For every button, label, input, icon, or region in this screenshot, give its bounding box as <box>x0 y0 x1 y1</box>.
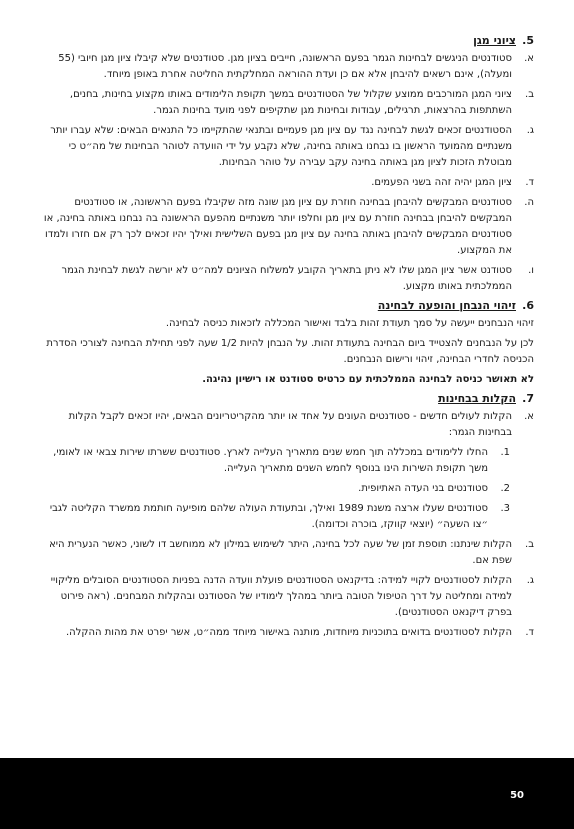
page-number: 50 <box>510 790 524 801</box>
item-text: הקלות לעולים חדשים - סטודנטים העונים על אחד או יותר מהקריטריונים הבאים, יהיו זכאים לקבל הקלות בבחינות הגמר: <box>68 411 512 438</box>
item-label: א. <box>524 411 534 422</box>
list-item <box>40 51 534 83</box>
item-label: 1. <box>500 447 510 458</box>
item-label: ה. <box>524 197 534 208</box>
item-text: הסטודנטים זכאים לגשת לבחינה נגד עם ציון מגן פעמיים ובתנאי שהתקיימו כל התנאים הבאים: שלא עברו יותר משנתיים מהמועד הראשון בו נבחנו באותה בחינה, שלא נקבע על ידי הוועדה לטוהר הבחינות של מה״ט כי מבוטלת הזכות לציון מגן באותה בחינה עקב עבירה על טוהר הבחינות. <box>50 125 512 168</box>
list-item <box>40 445 510 477</box>
paragraph: לכן על הנבחנים להצטייד ביום הבחינה בתעודת זהות. על הנבחן להיות 1/2 שעה לפני תחילת הבחינה לצורכי הסדרת הכניסה לחדרי הבחינה, זיהוי ורישום הנבחנים. <box>46 338 534 365</box>
section-heading <box>40 34 534 47</box>
section-number: 5. <box>522 34 534 47</box>
item-label: ד. <box>525 627 534 638</box>
section-heading <box>40 299 534 312</box>
paragraph: זיהוי הנבחנים ייעשה על סמך תעודת זהות בלבד ואישור המכללה לזכאות כניסה לבחינה. <box>165 318 534 329</box>
list-item <box>40 263 534 295</box>
item-label: ג. <box>526 125 534 136</box>
item-label: ד. <box>525 177 534 188</box>
list-item <box>40 537 534 569</box>
item-text: ציון המגן יהיה זהה בשני הפעמים. <box>371 177 512 188</box>
item-label: 3. <box>500 503 510 514</box>
list-item <box>40 195 534 259</box>
item-label: ב. <box>525 539 534 550</box>
item-label: 2. <box>500 483 510 494</box>
item-text: סטודנטים בני העדה האתיופית. <box>358 483 488 494</box>
page-footer <box>0 758 574 829</box>
list-item <box>40 501 510 533</box>
list-item <box>40 625 534 641</box>
list-item <box>40 175 534 191</box>
item-text: סטודנטים המבקשים להיבחן בבחינה חוזרת עם ציון מגן שונה מזה שקיבלו בפעם הראשונה, או סטודנטים המבקשים להיבחן בבחינה חוזרת עם ציון מגן וחלפו יותר משנתיים מהפעם הראשונה בה נבחנו באותה בחינה, או סטודנטים המבקשים להיבחן באותה בחינה עם ציון מגן בפעם השלישית ואילך יהיו זכאים לכך רק אם חזרו ולמדו את המקצוע. <box>43 197 512 256</box>
item-label: ו. <box>528 265 534 276</box>
list-item <box>40 481 510 497</box>
item-label: א. <box>524 53 534 64</box>
list-item <box>40 87 534 119</box>
section-title: ציוני מגן <box>473 34 516 47</box>
item-text: הקלות לסטודנטים לקויי למידה: בדיקנאט הסטודנטים פועלת וועדה הדנה בפניות הסטודנטים הסובלים מליקויי למידה ומחליטה על דרך הטיפול הטובה ביותר במהלך לימודיו של הסטודנט ובהקלות המבחנים. (ראה פירוט בפרק דיקנאט הסטודנטים). <box>50 575 512 618</box>
item-text: סטודנט אשר ציון המגן שלו לא ניתן בתאריך הקובע למשלוח הציונים למה״ט לא יורשה לגשת לבחינת הגמר הממלכתית באותו מקצוע. <box>61 265 512 292</box>
section-title: הקלות בבחינות <box>438 392 516 405</box>
item-label: ב. <box>525 89 534 100</box>
item-text: ציוני המגן המורכבים ממוצע שקלול של הסטודנטים במשך תקופת הלימודים באותו מקצוע בחינות, בחנים, השתתפות בהרצאות, תרגילים, עבודות ובחינות מגן שתקיפים לפני מועד בחינות הגמר. <box>69 89 512 116</box>
item-text: סטודנטים הניגשים לבחינות הגמר בפעם הראשונה, חייבים בציון מגן. סטודנטים שלא קיבלו ציון מגן חיובי (55 ומעלה), אינם רשאים להיבחן אלא אם כן ועדת ההוראה המחלקתית החליטה אחרת באופן מיוחד. <box>58 53 512 80</box>
item-text: סטודנטים שעלו ארצה משנת 1989 ואילך, ובתעודת העולה שלהם מופיעה חותמת ממשרד הקליטה לגבי ״צו השעה״ (יוצאי קווקז, בוכרה וכדומה). <box>49 503 488 530</box>
item-text: הקלות לסטודנטים בדואים בתוכניות מיוחדות, מותנה באישור מיוחד ממה״ט, אשר יפרט את מהות ההקלה. <box>66 627 512 638</box>
section-number: 7. <box>522 392 534 405</box>
bold-notice: לא תאושר כניסה לבחינה הממלכתית עם כרטיס סטודנט או רישיון נהיגה. <box>202 374 534 385</box>
list-item <box>40 573 534 621</box>
item-text: הקלות שינתנו: תוספת זמן של שעה לכל בחינה, היתר לשימוש במילון לא ממוחשב דו לשוני, כאשר הנערית היא שפת אם. <box>49 539 512 566</box>
item-label: ג. <box>526 575 534 586</box>
page-content <box>40 30 534 645</box>
section-heading <box>40 392 534 405</box>
list-item <box>40 409 534 441</box>
section-title: זיהוי הנבחן והופעה לבחינה <box>377 299 516 312</box>
list-item <box>40 123 534 171</box>
item-text: החלו ללימודים במכללה תוך חמש שנים מתאריך העלייה לארץ. סטודנטים ששרתו שירות צבאי או לאומי, משך תקופת השירות הינו בנוסף לחמש השנים מתאריך העלייה. <box>53 447 488 474</box>
section-number: 6. <box>522 299 534 312</box>
